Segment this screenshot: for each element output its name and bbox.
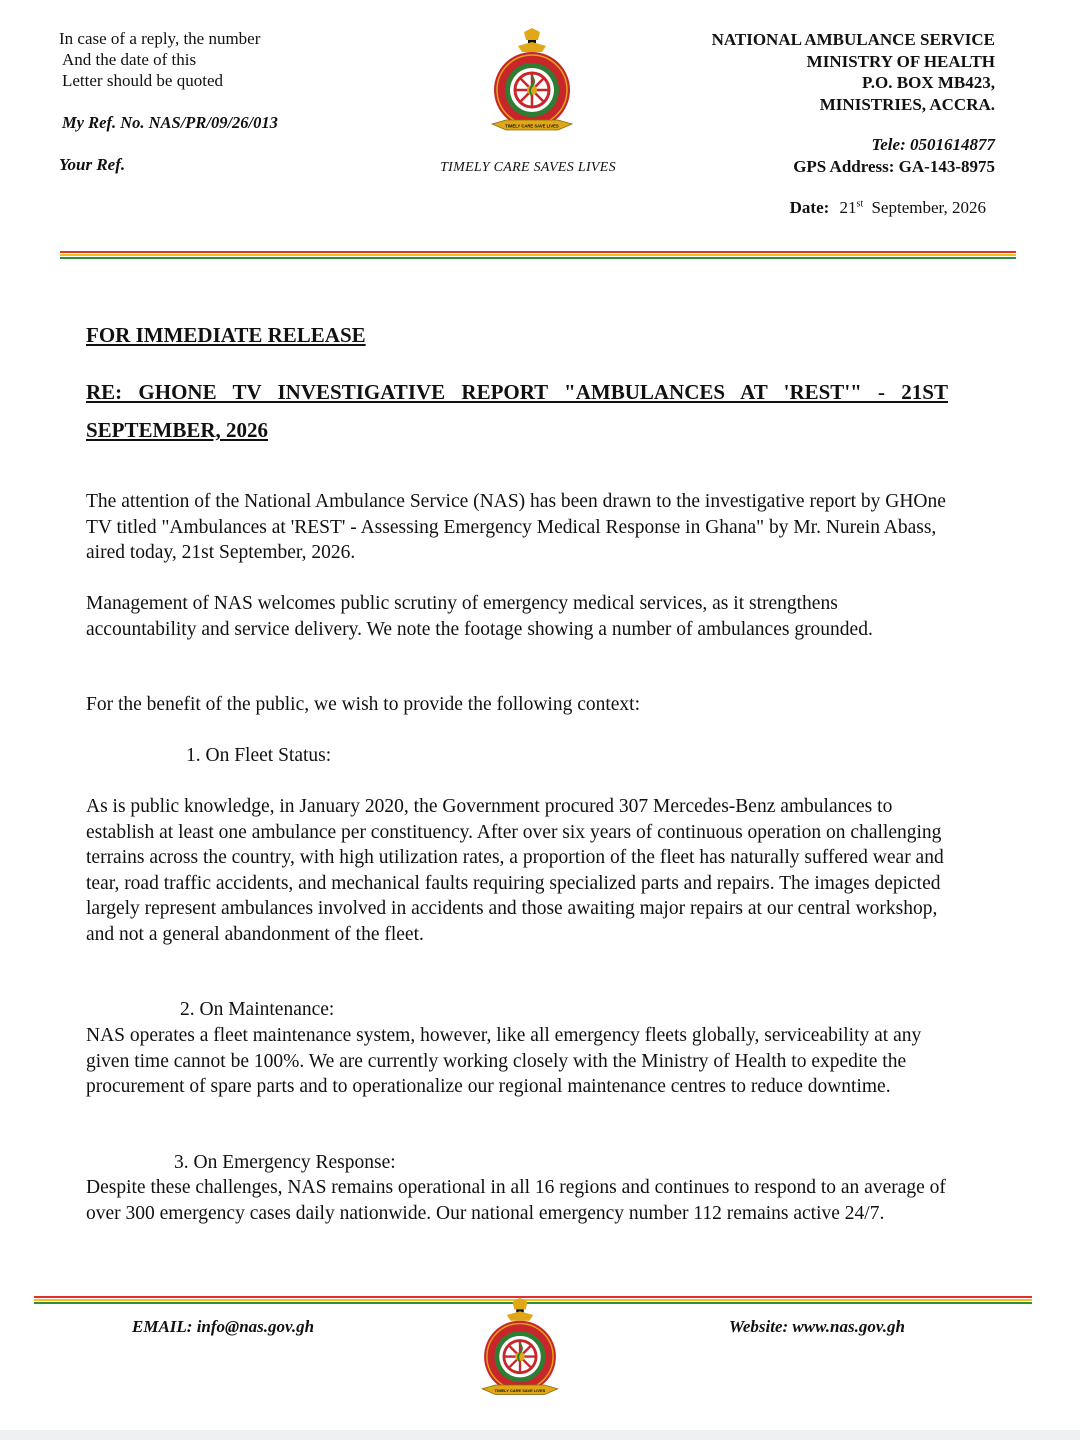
- paragraph-intro: The attention of the National Ambulance Service (NAS) has been drawn to the investigative report by GHOne TV titled "Ambulances at 'REST' - Assessing Emergency Medical Response in Ghana" by Mr. Nurein Abass, aired today, 21st September, 2026.: [86, 491, 946, 563]
- release-title: RE: GHONE TV INVESTIGATIVE REPORT "AMBULANCES AT 'REST'" - 21ST SEPTEMBER, 2026: [86, 380, 948, 442]
- header-divider: [60, 251, 1016, 261]
- reply-line-2: And the date of this: [62, 50, 197, 69]
- item2-heading: 2. On Maintenance:: [180, 999, 335, 1020]
- your-reference: Your Ref.: [59, 155, 126, 174]
- gps-address: GPS Address: GA-143-8975: [793, 157, 995, 176]
- nas-coat-of-arms-icon: [488, 28, 576, 138]
- item1-text: As is public knowledge, in January 2020, the Government procured 307 Mercedes-Benz ambulances to establish at least one ambulance per constituency. After over six years of continuous operation on challenging terrains across the country, with high utilization rates, a proportion of the fleet has naturally suffered wear and tear, road traffic accidents, and mechanical faults requiring specialized parts and repairs. The images depicted largely represent ambulances involved in accidents and those awaiting major repairs at our central workshop, and not a general abandonment of the fleet.: [86, 796, 944, 945]
- item3-text: Despite these challenges, NAS remains operational in all 16 regions and continues to respond to an average of over 300 emergency cases daily nationwide. Our national emergency number 112 remains active 24/7.: [86, 1177, 946, 1224]
- item3-heading: 3. On Emergency Response:: [174, 1152, 396, 1173]
- paragraph-context: For the benefit of the public, we wish to provide the following context:: [86, 694, 641, 715]
- reply-line-3: Letter should be quoted: [62, 71, 223, 90]
- reply-instructions: [59, 28, 379, 91]
- organization-address: [712, 29, 995, 115]
- emblem-banner: TIMELY CARE SAVE LIVES: [505, 123, 559, 129]
- my-reference: My Ref. No. NAS/PR/09/26/013: [62, 113, 278, 132]
- telephone: Tele: 0501614877: [871, 135, 995, 154]
- date-day: 21: [839, 198, 857, 217]
- motto: TIMELY CARE SAVES LIVES: [440, 160, 616, 175]
- contact-info: [793, 134, 995, 178]
- release-heading: FOR IMMEDIATE RELEASE: [86, 323, 366, 347]
- nas-coat-of-arms-icon: [478, 1298, 562, 1402]
- org-name: NATIONAL AMBULANCE SERVICE: [711, 30, 995, 49]
- date-label: Date:: [789, 198, 830, 217]
- date-rest: September, 2026: [871, 198, 986, 217]
- item2-text: NAS operates a fleet maintenance system, however, like all emergency fleets globally, serviceability at any given time cannot be 100%. We are currently working closely with the Ministry of Health to expedite the procurement of spare parts and to operationalize our regional maintenance centres to reduce downtime.: [86, 1025, 922, 1097]
- po-box: P.O. BOX MB423,: [861, 73, 995, 92]
- letter-date: [790, 198, 986, 218]
- date-suffix: st: [856, 198, 864, 210]
- footer-email: EMAIL: info@nas.gov.gh: [132, 1317, 315, 1336]
- page-bottom-edge: [0, 1430, 1080, 1440]
- paragraph-management: Management of NAS welcomes public scrutiny of emergency medical services, as it strengthens accountability and service delivery. We note the footage showing a number of ambulances grounded.: [86, 593, 873, 640]
- item1-heading: 1. On Fleet Status:: [186, 745, 332, 766]
- city: MINISTRIES, ACCRA.: [819, 94, 995, 114]
- emblem-banner-bottom: TIMELY CARE SAVE LIVES: [494, 1388, 546, 1394]
- ministry-name: MINISTRY OF HEALTH: [806, 51, 995, 71]
- reply-line-1: In case of a reply, the number: [59, 29, 261, 48]
- footer-website: Website: www.nas.gov.gh: [729, 1317, 905, 1336]
